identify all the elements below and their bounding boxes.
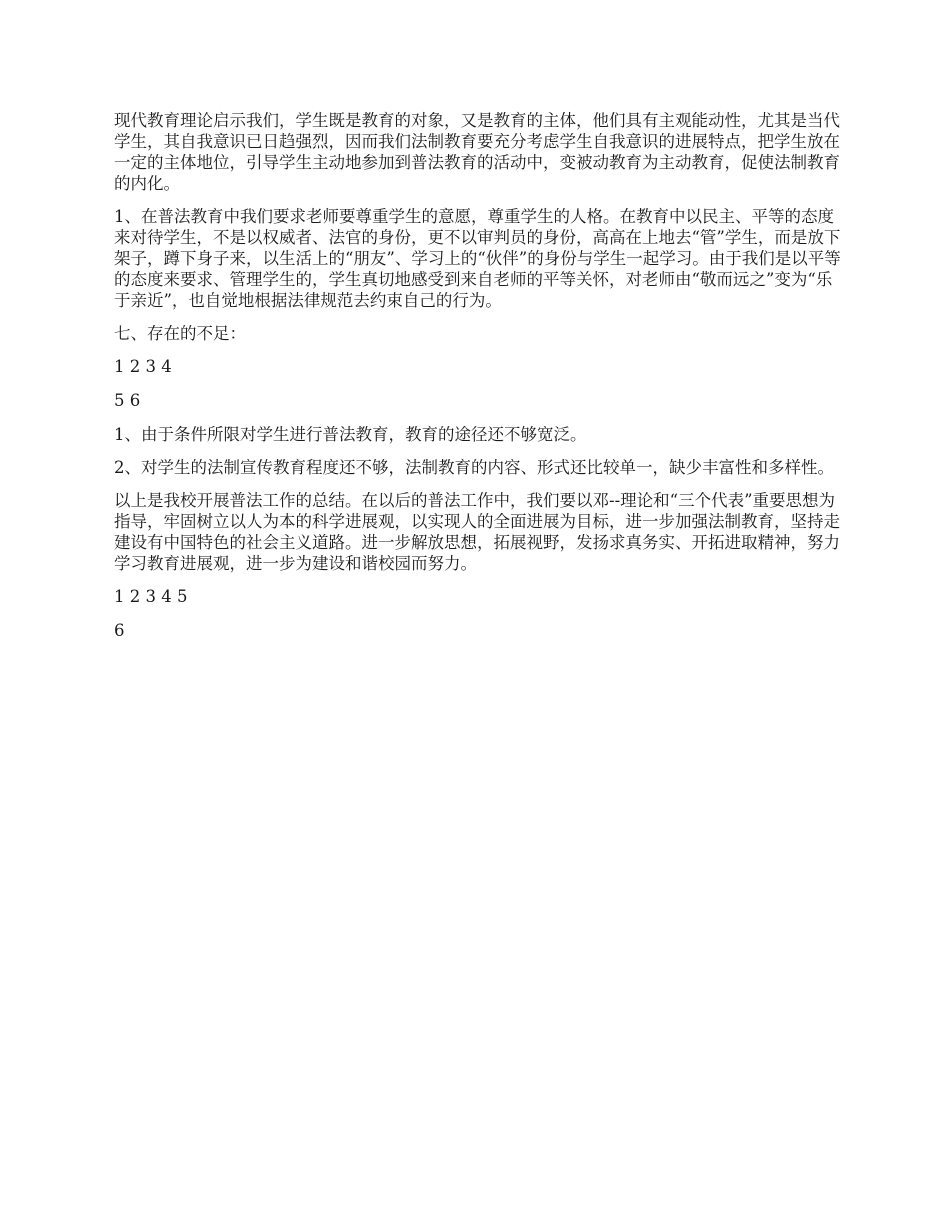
paragraph-conclusion: 以上是我校开展普法工作的总结。在以后的普法工作中，我们要以邓--理论和“三个代表”重要思想为指导，牢固树立以人为本的科学进展观，以实现人的全面进展为目标，进一步加强法制教育，坚持走建设有中国特色的社会主义道路。进一步解放思想，拓展视野，发扬求真务实、开拓进取精神，努力学习教育进展观，进一步为建设和谐校园而努力。 — [114, 491, 840, 573]
paragraph-shortcoming-2: 2、对学生的法制宣传教育程度还不够，法制教育的内容、形式还比较单一，缺少丰富性和多样性。 — [114, 458, 834, 477]
page-numbers-row: 1 2 3 4 — [114, 357, 172, 376]
paragraph-shortcoming-1: 1、由于条件所限对学生进行普法教育，教育的途径还不够宽泛。 — [114, 425, 587, 444]
paragraph-respect-students: 1、在普法教育中我们要求老师要尊重学生的意愿，尊重学生的人格。在教育中以民主、平等的态度来对待学生，不是以权威者、法官的身份，更不以审判员的身份，高高在上地去“管”学生，而是放下架子，蹲下身子来，以生活上的“朋友”、学习上的“伙伴”的身份与学生一起学习。由于我们是以平等的态度来要求、管理学生的，学生真切地感受到来自老师的平等关怀，对老师由“敬而远之”变为“乐于亲近”，也自觉地根据法律规范去约束自己的行为。 — [114, 207, 841, 310]
paragraph-intro: 现代教育理论启示我们，学生既是教育的对象，又是教育的主体，他们具有主观能动性，尤其是当代学生，其自我意识已日趋强烈，因而我们法制教育要充分考虑学生自我意识的进展特点，把学生放在一定的主体地位，引导学生主动地参加到普法教育的活动中，变被动教育为主动教育，促使法制教育的内化。 — [114, 111, 840, 193]
page-numbers-row: 5 6 — [114, 391, 141, 410]
section-heading-shortcomings: 七、存在的不足： — [114, 324, 246, 343]
document-body — [114, 110, 844, 654]
page-numbers-row: 6 — [114, 621, 125, 640]
page-numbers-row: 1 2 3 4 5 — [114, 587, 188, 606]
